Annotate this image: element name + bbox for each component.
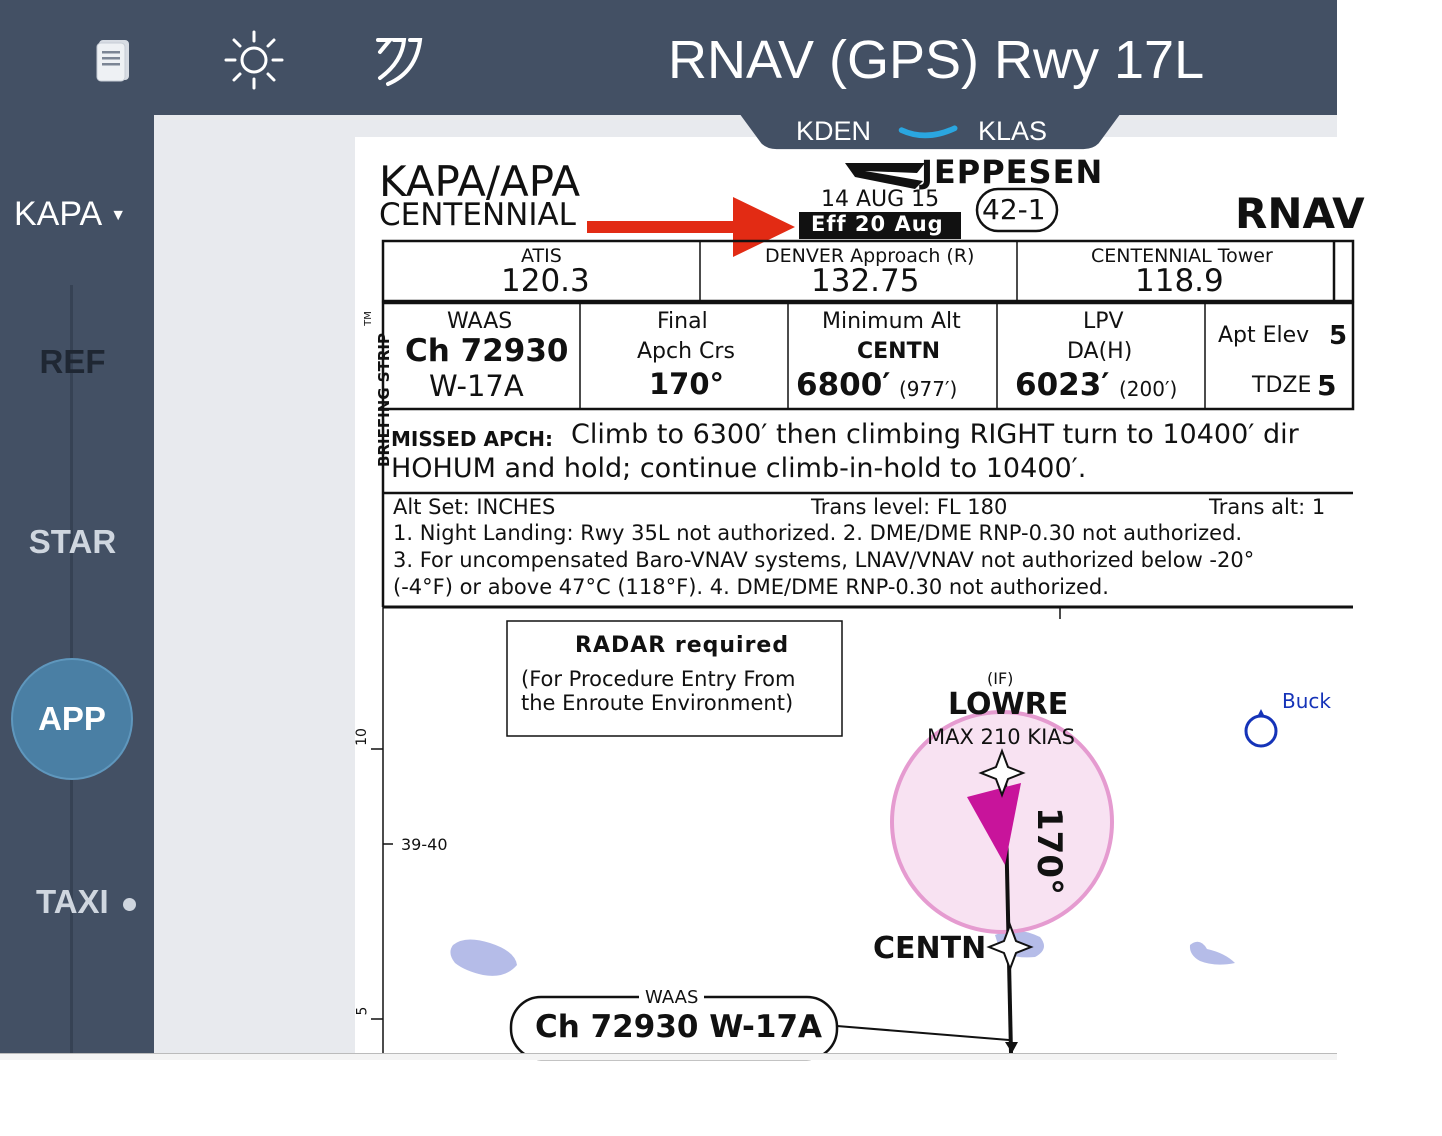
scale-label: 10 bbox=[353, 728, 370, 746]
comm-freq: 132.75 bbox=[811, 263, 920, 299]
airport-selector[interactable] bbox=[14, 195, 126, 234]
comm-freq: 120.3 bbox=[501, 263, 590, 299]
missed-approach-label: MISSED APCH: bbox=[391, 427, 554, 451]
procedure-title-partial: RNAV bbox=[1235, 189, 1365, 238]
lpv-label: LPV bbox=[1083, 309, 1124, 334]
final-course-label: Final bbox=[657, 309, 708, 334]
top-bar bbox=[0, 0, 1337, 115]
bottom-strip bbox=[0, 1053, 1337, 1060]
status-dot-icon bbox=[123, 898, 136, 911]
airport-name: CENTENNIAL bbox=[379, 197, 576, 233]
min-alt-value: 6800′ bbox=[796, 367, 891, 403]
trans-alt-note: Trans alt: 1 bbox=[1209, 495, 1326, 519]
min-alt-height: (977′) bbox=[899, 377, 958, 401]
note-line: 1. Night Landing: Rwy 35L not authorized. 2. DME/DME RNP-0.30 not authorized. bbox=[393, 521, 1243, 545]
brightness-icon[interactable] bbox=[224, 30, 284, 90]
radar-note-line: (For Procedure Entry From bbox=[521, 667, 796, 691]
briefing-strip-label: BRIEFING STRIP bbox=[374, 333, 393, 467]
navaid-icon bbox=[1246, 716, 1276, 746]
lpv-height: (200′) bbox=[1119, 377, 1178, 401]
route-to[interactable]: KLAS bbox=[978, 116, 1048, 146]
radar-note-line: the Enroute Environment) bbox=[521, 691, 794, 715]
course-label: 170° bbox=[1028, 807, 1069, 895]
min-alt-label: Minimum Alt bbox=[822, 309, 961, 334]
airport-label: KAPA bbox=[14, 195, 103, 233]
comm-freq: 118.9 bbox=[1135, 263, 1224, 299]
comm-label: CENTENNIAL Tower bbox=[1091, 245, 1273, 267]
missed-approach-line: Climb to 6300′ then climbing RIGHT turn to 10400′ dir bbox=[571, 419, 1299, 450]
apt-elev-label: Apt Elev bbox=[1218, 323, 1310, 348]
lake-shape bbox=[1190, 942, 1235, 965]
waas-id: W-17A bbox=[429, 369, 524, 403]
sidebar-item-label: TAXI bbox=[36, 883, 109, 920]
page-title: RNAV (GPS) Rwy 17L bbox=[668, 30, 1205, 90]
final-course-label: Apch Crs bbox=[637, 339, 735, 364]
speed-restriction: MAX 210 KIAS bbox=[927, 725, 1075, 749]
tdze-label: TDZE bbox=[1252, 373, 1312, 398]
lake-shape bbox=[450, 939, 517, 975]
note-line: (-4°F) or above 47°C (118°F). 4. DME/DME RNP-0.30 not authorized. bbox=[393, 575, 1109, 599]
chart-number: 42-1 bbox=[982, 193, 1046, 226]
trans-level-note: Trans level: FL 180 bbox=[811, 495, 1008, 519]
approach-chart[interactable] bbox=[353, 137, 1365, 1053]
alt-set-note: Alt Set: INCHES bbox=[393, 495, 556, 519]
red-arrow-shaft bbox=[587, 221, 737, 233]
lpv-value: 6023′ bbox=[1015, 367, 1110, 403]
sidebar-item-ref[interactable]: REF bbox=[39, 343, 106, 380]
tdze-value: 5 bbox=[1317, 369, 1337, 402]
note-line: 3. For uncompensated Baro-VNAV systems, LNAV/VNAV not authorized below -20° bbox=[393, 548, 1255, 572]
chart-display-icon[interactable] bbox=[368, 30, 428, 90]
caret-down-icon: ▼ bbox=[110, 207, 127, 225]
min-alt-fix: CENTN bbox=[857, 339, 941, 364]
publisher-name: JEPPESEN bbox=[921, 153, 1104, 191]
comm-label: DENVER Approach (R) bbox=[765, 245, 975, 267]
jeppesen-logo-icon bbox=[845, 163, 925, 189]
missed-approach-line: HOHUM and hold; continue climb-in-hold to 10400′. bbox=[391, 453, 1087, 484]
final-course-value: 170° bbox=[649, 367, 725, 401]
fix-name-lowre: LOWRE bbox=[948, 687, 1069, 722]
comm-label: ATIS bbox=[521, 245, 562, 267]
sidebar-item-taxi[interactable] bbox=[36, 883, 156, 921]
waas-box-channel: Ch 72930 W-17A bbox=[535, 1009, 823, 1045]
document-icon[interactable] bbox=[84, 30, 144, 90]
waas-label: WAAS bbox=[447, 309, 513, 334]
trademark-label: TM bbox=[362, 311, 374, 326]
sidebar bbox=[0, 115, 154, 1053]
scale-label: 5 bbox=[354, 1006, 371, 1016]
navaid-label: Buck bbox=[1282, 689, 1331, 713]
sidebar-item-star[interactable]: STAR bbox=[28, 523, 117, 560]
radar-required-title: RADAR required bbox=[575, 633, 790, 658]
route-from[interactable]: KDEN bbox=[796, 116, 872, 146]
effective-date: Eff 20 Aug bbox=[811, 212, 944, 236]
latitude-label: 39-40 bbox=[401, 835, 448, 854]
lpv-label: DA(H) bbox=[1067, 339, 1133, 364]
waas-channel: Ch 72930 bbox=[405, 333, 569, 369]
waas-box-label: WAAS bbox=[639, 987, 704, 1008]
apt-elev-value: 5 bbox=[1329, 321, 1348, 351]
chart-date: 14 AUG 15 bbox=[821, 187, 940, 212]
if-label: (IF) bbox=[987, 669, 1014, 688]
route-tab[interactable] bbox=[730, 115, 1130, 151]
fix-name-centn: CENTN bbox=[873, 931, 987, 966]
airport-id: KAPA/APA bbox=[379, 157, 581, 206]
sidebar-item-app[interactable] bbox=[11, 658, 133, 780]
sidebar-item-label: APP bbox=[38, 700, 106, 737]
